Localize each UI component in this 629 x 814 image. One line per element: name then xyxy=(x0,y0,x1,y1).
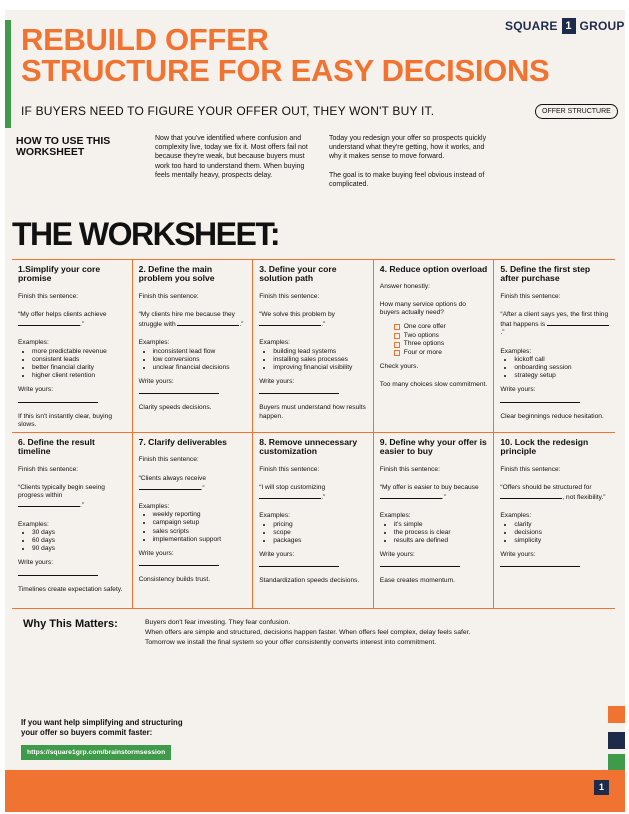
fill-blank[interactable] xyxy=(177,319,239,326)
fill-blank[interactable] xyxy=(259,492,321,499)
sentence-start: “My offer helps clients achieve xyxy=(18,311,107,319)
write-line[interactable] xyxy=(500,395,580,403)
cell-note: Clarity speeds decisions. xyxy=(138,404,212,412)
subtitle: IF BUYERS NEED TO FIGURE YOUR OFFER OUT, THEY WON'T BUY IT. xyxy=(21,104,435,118)
sentence-end: .” xyxy=(321,321,326,329)
sentence-end: .” xyxy=(441,494,446,502)
option-item[interactable] xyxy=(394,332,488,340)
example-item: • 30 days xyxy=(32,529,126,537)
cell-note: Buyers must understand how results happen. xyxy=(259,404,366,420)
sentence-start: “I will stop customizing xyxy=(259,484,326,492)
option-label: One core offer xyxy=(403,323,446,331)
example-item: • decisions xyxy=(514,529,609,537)
examples-label: Examples: xyxy=(500,347,532,355)
worksheet-cell xyxy=(12,259,133,432)
offer-structure-badge: OFFER STRUCTURE xyxy=(535,104,618,119)
footer-logo: 1 xyxy=(594,780,609,795)
sentence-end: .” xyxy=(239,321,244,329)
examples-list xyxy=(139,511,247,544)
write-label: Write yours: xyxy=(500,551,536,559)
sentence-prompt xyxy=(18,311,126,329)
examples-label: Examples: xyxy=(18,339,49,347)
examples-label: Examples: xyxy=(259,339,290,347)
how-to-line-1: HOW TO USE THIS xyxy=(16,135,111,147)
cell-instruction: Finish this sentence: xyxy=(138,292,199,300)
option-item[interactable] xyxy=(394,340,488,348)
cell-instruction: Finish this sentence: xyxy=(500,292,561,300)
checkbox-icon[interactable] xyxy=(394,342,400,348)
why-heading: Why This Matters: xyxy=(23,618,118,630)
worksheet-cell xyxy=(253,259,374,432)
fill-blank[interactable] xyxy=(547,319,609,326)
why-text xyxy=(145,618,565,648)
worksheet-page xyxy=(5,10,625,812)
sentence-prompt xyxy=(259,484,367,502)
write-line[interactable] xyxy=(139,558,219,566)
example-item: • weekly reporting xyxy=(153,511,247,519)
accent-bar xyxy=(5,20,11,128)
cell-title: 10. Lock the redesign principle xyxy=(500,437,589,457)
example-item: • scope xyxy=(273,529,367,537)
example-item: • simplicity xyxy=(514,537,609,545)
write-line[interactable] xyxy=(18,568,98,576)
why-line-2: When offers are simple and structured, decisions happen faster. When offers feel complex, delay feels safer. xyxy=(145,629,471,636)
examples-list xyxy=(500,356,609,381)
examples-list xyxy=(18,348,126,381)
write-label: Write yours: xyxy=(138,550,174,558)
cell-title: 6. Define the result timeline xyxy=(18,437,95,457)
examples-list xyxy=(259,348,367,373)
write-line[interactable] xyxy=(380,559,460,567)
option-item[interactable] xyxy=(394,349,488,357)
logo-box: 1 xyxy=(562,18,576,34)
example-item: • low conversions xyxy=(153,356,247,364)
sentence-start: “Clients typically begin seeing progress within xyxy=(18,484,105,500)
option-item[interactable] xyxy=(394,323,488,331)
sentence-prompt xyxy=(139,475,247,493)
example-item: • installing sales processes xyxy=(273,356,367,364)
examples-list xyxy=(500,521,609,546)
sentence-prompt xyxy=(500,311,609,338)
footer-band xyxy=(5,770,625,812)
cell-note: Timelines create expectation safety. xyxy=(18,585,123,593)
example-item: • building lead systems xyxy=(273,348,367,356)
example-item: • the process is clear xyxy=(394,529,488,537)
sentence-start: “Clients always receive xyxy=(138,474,207,482)
how-to-heading xyxy=(16,136,136,158)
examples-list xyxy=(259,521,367,546)
cell-instruction: Answer honestly: xyxy=(379,283,431,291)
option-list xyxy=(380,323,488,357)
intro-paragraph: Now that you've identified where confusion and complexity live, today we fix it. Most offers fail not because they're weak, but because buyers must work too hard to understand them. When buying feels mentally heavy, prospects delay. xyxy=(155,135,308,179)
cell-instruction: Finish this sentence: xyxy=(259,465,320,473)
cell-title: 1.Simplify your core promise xyxy=(18,264,101,284)
worksheet-grid xyxy=(12,259,615,609)
cell-title: 7. Clarify deliverables xyxy=(138,437,227,447)
example-item: • 90 days xyxy=(32,545,126,553)
sentence-end: .” xyxy=(200,484,205,492)
check-label: Check yours. xyxy=(379,363,419,371)
cell-note: Too many choices slow commitment. xyxy=(379,380,488,388)
fill-blank[interactable] xyxy=(18,319,80,326)
why-line-3: Tomorrow we install the final system so your offer consistently converts interest into commitment. xyxy=(145,639,437,646)
examples-label: Examples: xyxy=(379,512,411,520)
sentence-start: “Offers should be structured for xyxy=(500,484,592,492)
sentence-start: “After a client says yes, the first thing that happens is xyxy=(500,311,609,329)
cell-instruction: Finish this sentence: xyxy=(18,465,79,473)
sentence-end: .” xyxy=(321,494,326,502)
worksheet-cell xyxy=(253,432,374,609)
cell-title: 2. Define the main problem you solve xyxy=(138,264,215,284)
fill-blank[interactable] xyxy=(139,483,201,490)
brainstorm-link[interactable]: https://square1grp.com/brainstormsession xyxy=(21,745,171,760)
checkbox-icon[interactable] xyxy=(394,333,400,339)
sentence-end: .” xyxy=(500,329,505,337)
option-label: Four or more xyxy=(403,349,442,357)
cell-note: Consistency builds trust. xyxy=(138,576,211,584)
sentence-end: .” xyxy=(80,321,85,329)
fill-blank[interactable] xyxy=(18,500,80,507)
square1-logo xyxy=(505,18,625,34)
example-item: • higher client retention xyxy=(32,372,126,380)
sentence-start: “We solve this problem by xyxy=(259,311,335,319)
worksheet-cell xyxy=(494,259,615,432)
cell-note: Ease creates momentum. xyxy=(379,577,455,585)
write-label: Write yours: xyxy=(259,378,295,386)
write-label: Write yours: xyxy=(138,378,174,386)
examples-list xyxy=(380,521,488,546)
goal-text: The goal is to make buying feel obvious instead of complicated. xyxy=(329,171,485,188)
cell-instruction: Finish this sentence: xyxy=(500,465,561,473)
example-item: • consistent leads xyxy=(32,356,126,364)
sentence-prompt xyxy=(139,311,247,329)
example-item: • better financial clarity xyxy=(32,364,126,372)
example-item: • sales scripts xyxy=(153,528,247,536)
cta-text xyxy=(21,718,183,738)
sentence-prompt xyxy=(259,311,367,329)
sentence-start: “My offer is easier to buy because xyxy=(379,484,479,492)
sentence-start: “My clients hire me because they struggle with xyxy=(138,311,235,329)
example-item: • pricing xyxy=(273,521,367,529)
how-to-line-2: WORKSHEET xyxy=(16,146,85,158)
write-label: Write yours: xyxy=(379,551,415,559)
example-item: • results are defined xyxy=(394,537,488,545)
sentence-prompt xyxy=(500,484,609,502)
sentence-end: , not flexibility.” xyxy=(562,494,606,502)
checkbox-icon[interactable] xyxy=(394,324,400,330)
cell-instruction: Finish this sentence: xyxy=(138,456,199,464)
example-item: • inconsistent lead flow xyxy=(153,348,247,356)
write-line[interactable] xyxy=(500,559,580,567)
worksheet-cell xyxy=(374,259,495,432)
write-label: Write yours: xyxy=(18,559,54,567)
examples-label: Examples: xyxy=(138,503,170,511)
cell-title: 8. Remove unnecessary customization xyxy=(259,437,358,457)
example-item: • clarity xyxy=(514,521,609,529)
worksheet-cell xyxy=(494,432,615,609)
cell-title: 4. Reduce option overload xyxy=(379,264,488,274)
checkbox-icon[interactable] xyxy=(394,350,400,356)
cell-instruction: Finish this sentence: xyxy=(379,465,440,473)
cell-title: 3. Define your core solution path xyxy=(259,264,337,284)
sentence-prompt xyxy=(18,484,126,511)
logo-text-square: SQUARE xyxy=(505,19,558,33)
option-label: Two options xyxy=(403,331,439,339)
cell-instruction: Finish this sentence: xyxy=(259,292,320,300)
write-label: Write yours: xyxy=(500,386,536,394)
cta-line-2: your offer so buyers commit faster: xyxy=(21,728,153,737)
cell-question: How many service options do buyers actually need? xyxy=(379,300,466,316)
examples-label: Examples: xyxy=(259,512,290,520)
page-title xyxy=(21,24,549,86)
examples-label: Examples: xyxy=(500,512,532,520)
cta-line-1: If you want help simplifying and structuring xyxy=(21,718,183,727)
example-item: • it's simple xyxy=(394,521,488,529)
example-item: • packages xyxy=(273,537,367,545)
fill-blank[interactable] xyxy=(500,492,562,499)
examples-label: Examples: xyxy=(18,520,49,528)
example-item: • unclear financial decisions xyxy=(153,364,247,372)
worksheet-cell xyxy=(133,432,254,609)
example-item: • implementation support xyxy=(153,536,247,544)
redesign-text: Today you redesign your offer so prospects quickly understand what they're getting, how it works, and why it makes sense to move forward. xyxy=(329,135,487,161)
worksheet-cell xyxy=(133,259,254,432)
cell-note: If this isn't instantly clear, buying slows. xyxy=(18,412,112,428)
example-item: • 60 days xyxy=(32,537,126,545)
fill-blank[interactable] xyxy=(380,492,442,499)
write-label: Write yours: xyxy=(18,386,54,394)
fill-blank[interactable] xyxy=(259,319,321,326)
write-label: Write yours: xyxy=(259,551,295,559)
cell-instruction: Finish this sentence: xyxy=(18,292,79,300)
worksheet-cell xyxy=(374,432,495,609)
logo-text-group: GROUP xyxy=(579,19,625,33)
title-line-2: STRUCTURE FOR EASY DECISIONS xyxy=(21,53,550,88)
examples-label: Examples: xyxy=(138,339,170,347)
example-item: • improving financial visibility xyxy=(273,364,367,372)
examples-list xyxy=(139,348,247,373)
worksheet-title: THE WORKSHEET: xyxy=(12,216,279,252)
sentence-prompt xyxy=(380,484,488,502)
cell-title: 9. Define why your offer is easier to buy xyxy=(379,437,487,457)
navy-square xyxy=(608,732,625,749)
examples-list xyxy=(18,529,126,554)
example-item: • campaign setup xyxy=(153,519,247,527)
worksheet-cell xyxy=(12,432,133,609)
example-item: • strategy setup xyxy=(514,372,609,380)
example-item: • onboarding session xyxy=(514,364,609,372)
goal-paragraph xyxy=(329,134,497,198)
example-item: • kickoff call xyxy=(514,356,609,364)
write-line[interactable] xyxy=(259,559,339,567)
example-item: • more predictable revenue xyxy=(32,348,126,356)
option-label: Three options xyxy=(403,340,445,348)
orange-square xyxy=(608,706,625,723)
cell-note: Clear beginnings reduce hesitation. xyxy=(500,412,604,420)
cell-note: Standardization speeds decisions. xyxy=(259,577,360,585)
title-line-1: REBUILD OFFER xyxy=(21,22,269,57)
cell-title: 5. Define the first step after purchase xyxy=(500,264,591,284)
write-line[interactable] xyxy=(139,386,219,394)
why-line-1: Buyers don't fear investing. They fear confusion. xyxy=(145,619,291,626)
write-line[interactable] xyxy=(18,395,98,403)
write-line[interactable] xyxy=(259,386,339,394)
sentence-end: .” xyxy=(80,502,85,510)
